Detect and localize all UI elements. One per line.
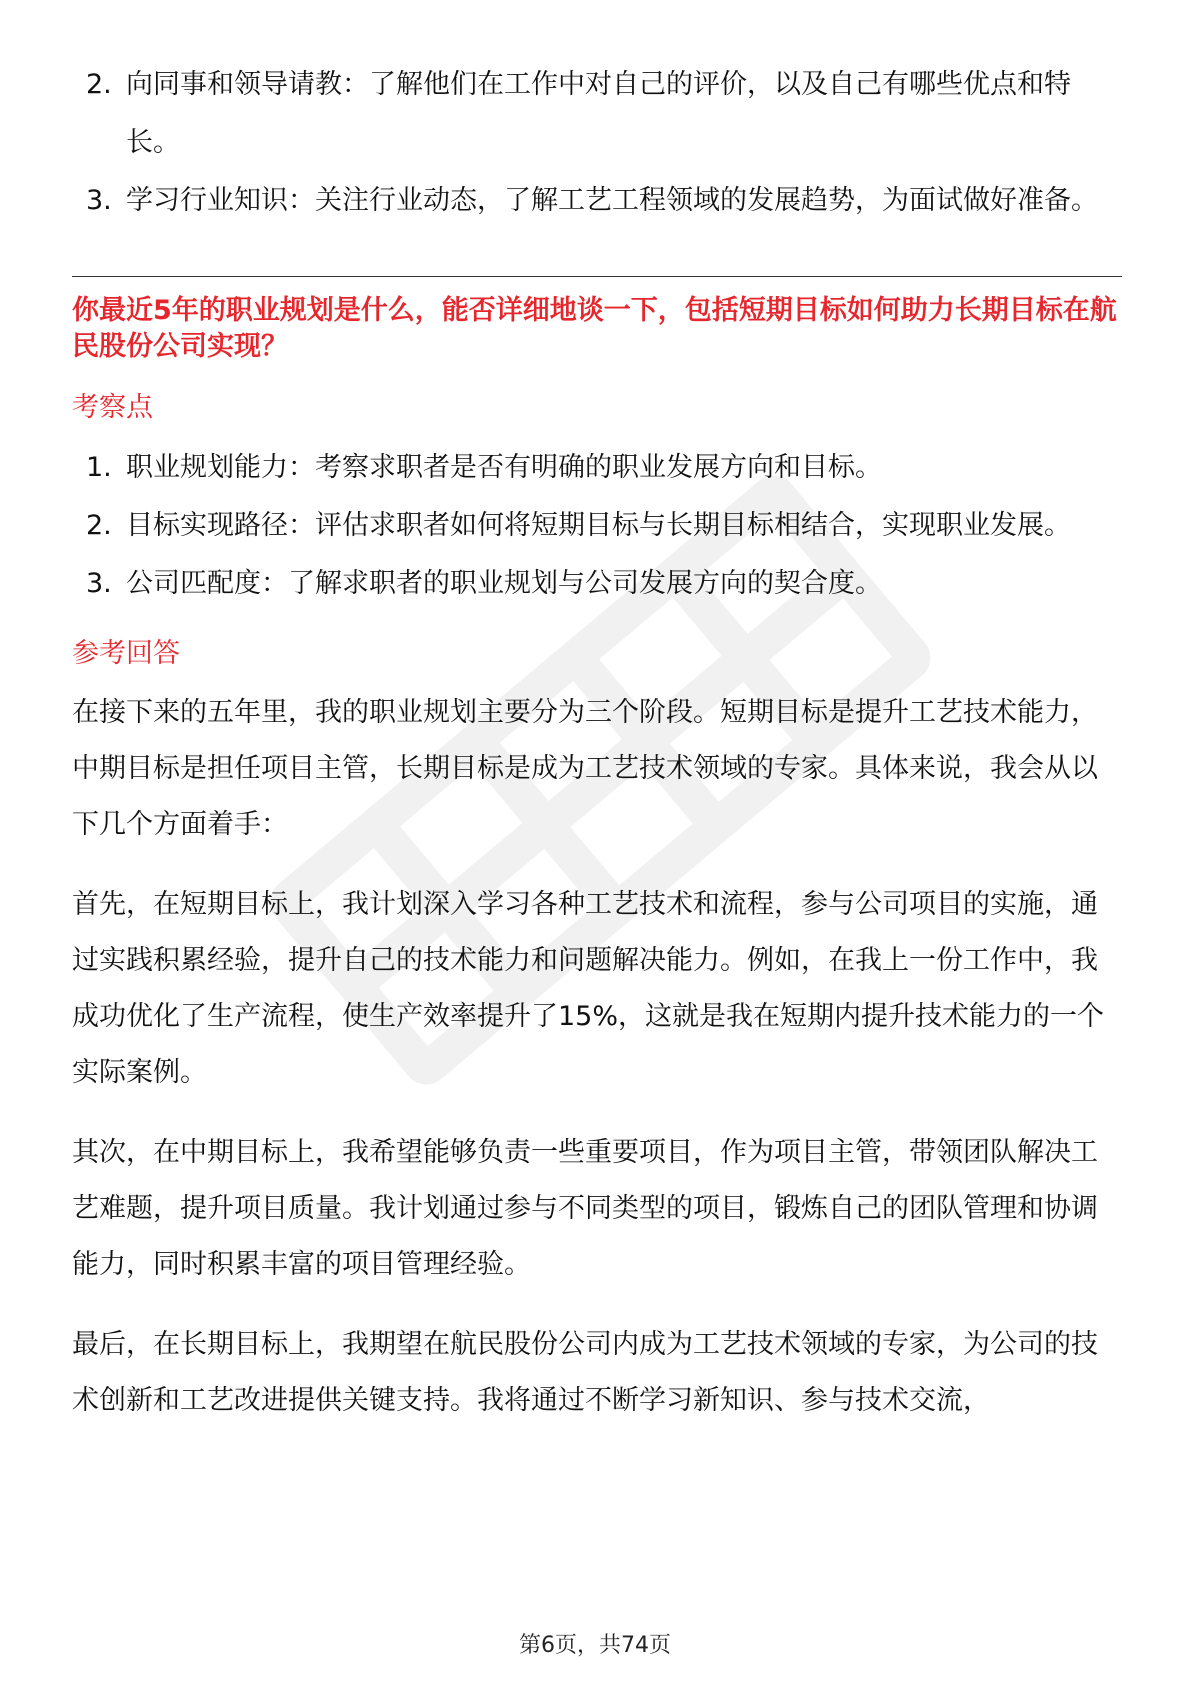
list-item [72,439,1122,497]
answer-paragraph: 最后，在长期目标上，我期望在航民股份公司内成为工艺技术领域的专家，为公司的技术创新和工艺改进提供关键支持。我将通过不断学习新知识、参与技术交流， [72,1329,1098,1416]
top-list [72,56,1122,230]
list-item-text: 公司匹配度：了解求职者的职业规划与公司发展方向的契合度。 [126,568,882,599]
answer-paragraph: 其次，在中期目标上，我希望能够负责一些重要项目，作为项目主管，带领团队解决工艺难题，提升项目质量。我计划通过参与不同类型的项目，锻炼自己的团队管理和协调能力，同时积累丰富的项目管理经验。 [72,1137,1098,1280]
list-item-number: 1. [86,452,112,483]
section-divider [72,276,1122,277]
answer-title: 参考回答 [72,638,180,669]
list-item [72,497,1122,555]
list-item-number: 3. [86,185,112,216]
exam-points-list [72,439,1122,613]
exam-points-title: 考察点 [72,392,153,423]
answer-paragraph: 首先，在短期目标上，我计划深入学习各种工艺技术和流程，参与公司项目的实施，通过实践积累经验，提升自己的技术能力和问题解决能力。例如，在我上一份工作中，我成功优化了生产流程，使生产效率提升了15%，这就是我在短期内提升技术能力的一个实际案例。 [72,889,1105,1088]
list-item-text: 目标实现路径：评估求职者如何将短期目标与长期目标相结合，实现职业发展。 [126,510,1071,541]
answer-paragraph: 在接下来的五年里，我的职业规划主要分为三个阶段。短期目标是提升工艺技术能力，中期目标是担任项目主管，长期目标是成为工艺技术领域的专家。具体来说，我会从以下几个方面着手： [72,697,1098,840]
list-item-text: 职业规划能力：考察求职者是否有明确的职业发展方向和目标。 [126,452,882,483]
list-item [72,555,1122,613]
question-heading: 你最近5年的职业规划是什么，能否详细地谈一下，包括短期目标如何助力长期目标在航民股份公司实现？ [72,295,1117,362]
list-item-text: 学习行业知识：关注行业动态，了解工艺工程领域的发展趋势，为面试做好准备。 [126,185,1098,216]
list-item-number: 3. [86,568,112,599]
list-item-text: 向同事和领导请教：了解他们在工作中对自己的评价，以及自己有哪些优点和特长。 [126,69,1071,158]
list-item [72,56,1122,172]
document-content [72,56,1122,1429]
list-item [72,172,1122,230]
list-item-number: 2. [86,69,112,100]
list-item-number: 2. [86,510,112,541]
page-number-footer: 第6页，共74页 [519,1633,671,1658]
